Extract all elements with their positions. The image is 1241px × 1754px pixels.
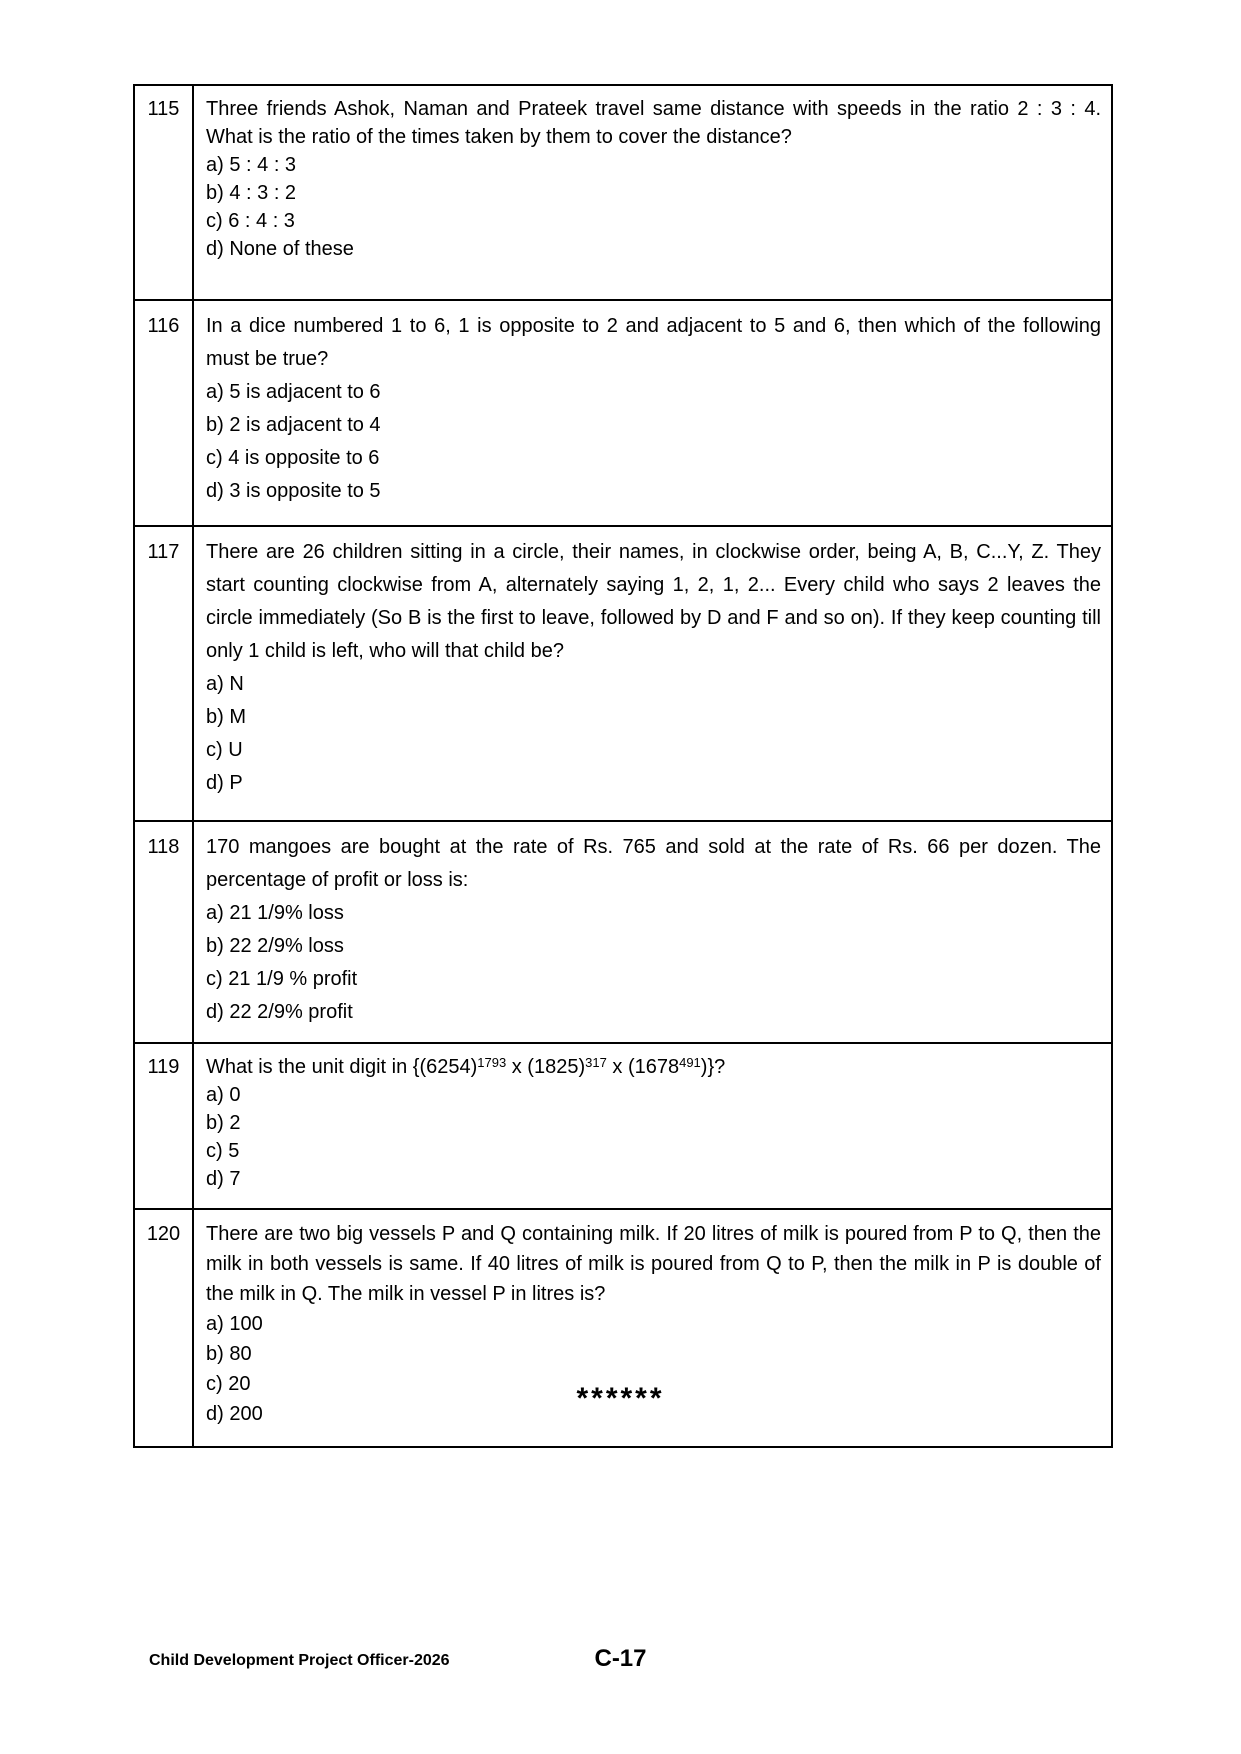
exponent: 491 [679,1055,701,1070]
question-stem: In a dice numbered 1 to 6, 1 is opposite to 2 and adjacent to 5 and 6, then which of the following must be true? [206,315,1101,370]
question-number: 116 [134,300,193,526]
answer-option: d) 200 [206,1403,263,1425]
question-number: 120 [134,1209,193,1447]
answer-option: c) 6 : 4 : 3 [206,210,295,232]
answer-option: d) 7 [206,1168,241,1190]
question-number: 115 [134,85,193,300]
question-body [193,821,1112,1043]
answer-option: a) 21 1/9% loss [206,902,344,924]
footer-page-code: C-17 [594,1645,647,1672]
exponent: 317 [585,1055,607,1070]
answer-option: a) 5 : 4 : 3 [206,154,297,176]
footer-exam-title: Child Development Project Officer-2026 [149,1652,450,1669]
answer-option: c) 20 [206,1373,251,1395]
question-row [134,821,1112,1043]
answer-option: c) U [206,739,243,761]
exponent: 1793 [477,1055,507,1070]
question-body [193,526,1112,821]
question-body [193,1043,1112,1209]
answer-option: b) 22 2/9% loss [206,935,344,957]
question-stem: Three friends Ashok, Naman and Prateek travel same distance with speeds in the ratio 2 : 3 : 4. What is the ratio of the times taken by them to cover the distance? [206,98,1101,148]
question-row [134,1043,1112,1209]
answer-option: a) N [206,673,244,695]
question-row [134,300,1112,526]
question-row [134,85,1112,300]
answer-option: c) 5 [206,1140,240,1162]
questions-table [133,84,1113,1448]
answer-option: d) None of these [206,238,354,260]
question-row [134,526,1112,821]
question-stem: There are two big vessels P and Q containing milk. If 20 litres of milk is poured from P to Q, then the milk in both vessels is same. If 40 litres of milk is poured from Q to P, then the milk in P is double of the milk in Q. The milk in vessel P in litres is? [206,1223,1101,1305]
question-number: 119 [134,1043,193,1209]
answer-option: a) 5 is adjacent to 6 [206,381,381,403]
question-stem: 170 mangoes are bought at the rate of Rs. 765 and sold at the rate of Rs. 66 per dozen. The percentage of profit or loss is: [206,836,1101,891]
answer-option: d) P [206,772,243,794]
answer-option: d) 22 2/9% profit [206,1001,353,1023]
answer-option: b) 80 [206,1343,252,1365]
answer-option: b) 2 is adjacent to 4 [206,414,381,436]
answer-option: b) 2 [206,1112,241,1134]
questions-table-body [134,85,1112,1447]
answer-option: b) 4 : 3 : 2 [206,182,297,204]
answer-option: c) 4 is opposite to 6 [206,447,380,469]
answer-option: c) 21 1/9 % profit [206,968,358,990]
question-number: 118 [134,821,193,1043]
answer-option: b) M [206,706,246,728]
question-number: 117 [134,526,193,821]
answer-option: d) 3 is opposite to 5 [206,480,381,502]
answer-option: a) 0 [206,1084,241,1106]
end-of-paper-separator: ****** [576,1382,665,1415]
question-stem: There are 26 children sitting in a circle, their names, in clockwise order, being A, B, C...Y, Z. They start counting clockwise from A, alternately saying 1, 2, 1, 2... Every child who says 2 leaves the circle immediately (So B is the first to leave, followed by D and F and so on). If they keep counting till only 1 child is left, who will that child be? [206,541,1101,662]
answer-option: a) 100 [206,1313,263,1335]
question-body [193,85,1112,300]
question-stem: What is the unit digit in {$(6254)^{1793}$ x $(1825)^{317}$ x (1678$^{491}$)}? [206,1055,726,1078]
question-body [193,300,1112,526]
